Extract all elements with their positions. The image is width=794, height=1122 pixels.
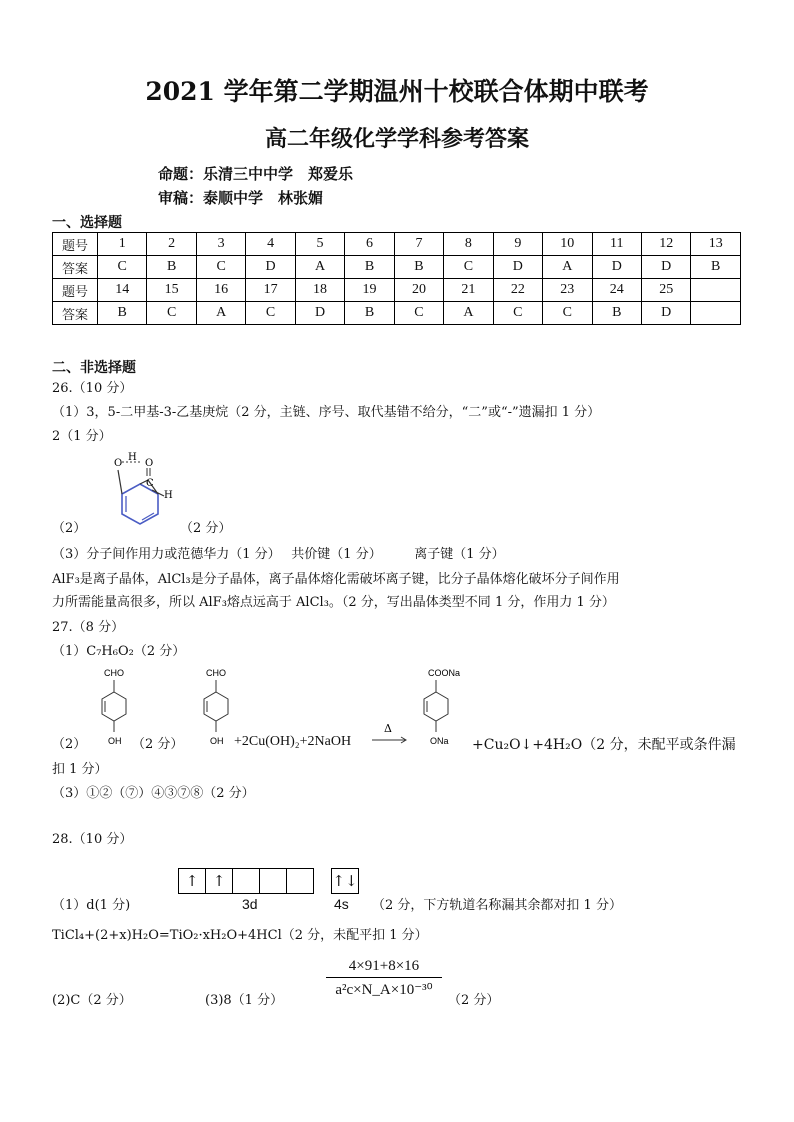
answer-cell: 15 (147, 279, 196, 302)
answer-cell: C (196, 256, 245, 279)
q26-part2-score: （2 分） (180, 521, 232, 536)
answer-cell: C (543, 302, 592, 325)
q26-head: 26.（10 分） (52, 381, 133, 396)
answer-cell: C (147, 302, 196, 325)
answer-cell: 25 (641, 279, 690, 302)
orbital-4s-label: 4s (334, 896, 349, 912)
q26-part2-label: （2） (52, 521, 87, 536)
density-fraction (326, 958, 442, 999)
reviewer-line: 审稿：泰顺中学 林张媚 (158, 189, 324, 207)
answer-cell: D (246, 256, 295, 279)
answer-cell: B (592, 302, 641, 325)
answer-cell: C (98, 256, 147, 279)
answer-cell: B (147, 256, 196, 279)
author-line: 命题：乐清三中中学 郑爱乐 (158, 165, 354, 183)
answer-cell: 11 (592, 233, 641, 256)
atom-h2: H (164, 490, 173, 501)
answer-cell: C (246, 302, 295, 325)
answer-table (52, 232, 741, 325)
answer-cell: D (493, 256, 542, 279)
q28-orbital-note: （2 分，下方轨道名称漏其余都对扣 1 分） (372, 898, 622, 913)
answer-cell: B (345, 302, 394, 325)
q26-explain-2: 力所需能量高很多，所以 AlF₃熔点远高于 AlCl₃。（2 分，写出晶体类型不同 1 分，作用力 1 分） (52, 595, 615, 610)
answer-cell: A (196, 302, 245, 325)
answer-cell: D (641, 256, 690, 279)
reaction-arrow (370, 722, 410, 746)
cho-label-2: CHO (206, 668, 226, 678)
orbital-box (233, 869, 260, 893)
answer-table-row (53, 302, 741, 325)
q28-part1: （1）d(1 分) (52, 898, 131, 913)
answer-cell: A (444, 302, 493, 325)
orbital-box (260, 869, 287, 893)
orbital-box: ↑↓ (332, 872, 358, 890)
answer-cell (691, 302, 741, 325)
q27-part2-label: （2） (52, 737, 87, 752)
orbital-box (287, 869, 313, 893)
answer-cell: B (691, 256, 741, 279)
answer-cell: A (543, 256, 592, 279)
answer-cell: D (592, 256, 641, 279)
answer-cell: D (295, 302, 344, 325)
row-header: 答案 (53, 302, 98, 325)
page-title: 2021 学年第二学期温州十校联合体期中联考 (145, 77, 649, 106)
answer-cell: 13 (691, 233, 741, 256)
answer-cell: 22 (493, 279, 542, 302)
answer-cell: 21 (444, 279, 493, 302)
answer-cell: 10 (543, 233, 592, 256)
q28-part2: (2)C（2 分） (52, 993, 132, 1008)
q28-head: 28.（10 分） (52, 832, 133, 847)
answer-cell: C (493, 302, 542, 325)
row-header: 题号 (53, 233, 98, 256)
orbital-3d-label: 3d (242, 896, 258, 912)
atom-h1: H (128, 452, 137, 463)
section-heading-nonchoice: 二、非选择题 (52, 360, 136, 376)
oh-label-1: OH (108, 736, 122, 746)
answer-cell: B (98, 302, 147, 325)
q27-part1: （1）C₇H₆O₂（2 分） (52, 644, 186, 659)
answer-cell: 4 (246, 233, 295, 256)
cho-label-1: CHO (104, 668, 124, 678)
answer-cell: D (641, 302, 690, 325)
atom-c: C (146, 478, 154, 489)
q26-part1b: 2（1 分） (52, 429, 112, 444)
answer-cell: 14 (98, 279, 147, 302)
orbital-box: ↑ (179, 869, 206, 893)
q26-explain-1: AlF₃是离子晶体，AlCl₃是分子晶体，离子晶体熔化需破坏离子键，比分子晶体熔化破坏分子间作用 (52, 572, 620, 587)
answer-cell: 5 (295, 233, 344, 256)
orbital-4s-box (331, 868, 359, 894)
atom-o2: O (145, 458, 154, 469)
q27-part2-score: （2 分） (132, 737, 184, 752)
row-header: 答案 (53, 256, 98, 279)
q28-equation: TiCl₄+(2+x)H₂O=TiO₂·xH₂O+4HCl（2 分，未配平扣 1 分） (52, 928, 428, 943)
arrow-heat-label: Δ (384, 722, 392, 735)
answer-cell: B (345, 256, 394, 279)
answer-cell: 8 (444, 233, 493, 256)
ona-label: ONa (430, 736, 449, 746)
q27-head: 27.（8 分） (52, 620, 125, 635)
answer-cell: 16 (196, 279, 245, 302)
answer-cell: 2 (147, 233, 196, 256)
answer-cell: C (394, 302, 443, 325)
coona-label: COONa (428, 668, 461, 678)
answer-cell: C (444, 256, 493, 279)
q28-part3: (3)8（1 分） (205, 993, 284, 1008)
q26-part3: （3）分子间作用力或范德华力（1 分） 共价键（1 分） 离子键（1 分） (52, 547, 505, 562)
answer-cell: 1 (98, 233, 147, 256)
answer-cell: 3 (196, 233, 245, 256)
orbital-box: ↑ (206, 869, 233, 893)
oh-label-2: OH (210, 736, 224, 746)
page-subtitle: 高二年级化学学科参考答案 (264, 126, 529, 152)
fraction-denominator: a²c×N_A×10⁻³⁰ (335, 982, 433, 998)
answer-table-row (53, 256, 741, 279)
answer-cell: 17 (246, 279, 295, 302)
answer-cell: 12 (641, 233, 690, 256)
answer-table-row (53, 279, 741, 302)
sodium-phenoxide-structure (410, 666, 480, 756)
answer-cell: B (394, 256, 443, 279)
q27-part3: （3）①②（⑦）④③⑦⑧（2 分） (52, 786, 255, 801)
answer-cell: 20 (394, 279, 443, 302)
answer-cell: 19 (345, 279, 394, 302)
answer-cell: 6 (345, 233, 394, 256)
orbital-3d-boxes (178, 868, 314, 894)
answer-cell: 24 (592, 279, 641, 302)
answer-cell: A (295, 256, 344, 279)
fraction-numerator: 4×91+8×16 (326, 958, 442, 978)
salicylaldehyde-structure (90, 448, 190, 530)
answer-cell: 7 (394, 233, 443, 256)
q27-part2-cont: 扣 1 分） (52, 762, 108, 777)
answer-cell: 23 (543, 279, 592, 302)
row-header: 题号 (53, 279, 98, 302)
atom-o1: O (114, 458, 123, 469)
answer-cell: 9 (493, 233, 542, 256)
answer-cell: 18 (295, 279, 344, 302)
q27-products: +Cu₂O↓+4H₂O（2 分，未配平或条件漏 (472, 737, 736, 753)
q26-part1: （1）3，5-二甲基-3-乙基庚烷（2 分，主链、序号、取代基错不给分，“二”或“-”遗漏扣 1 分） (52, 405, 601, 420)
answer-table-row (53, 233, 741, 256)
section-heading-choice: 一、选择题 (52, 215, 122, 231)
answer-cell (691, 279, 741, 302)
q28-fraction-score: （2 分） (448, 993, 500, 1008)
q27-reagents: +2Cu(OH)₂+2NaOH (234, 734, 352, 749)
